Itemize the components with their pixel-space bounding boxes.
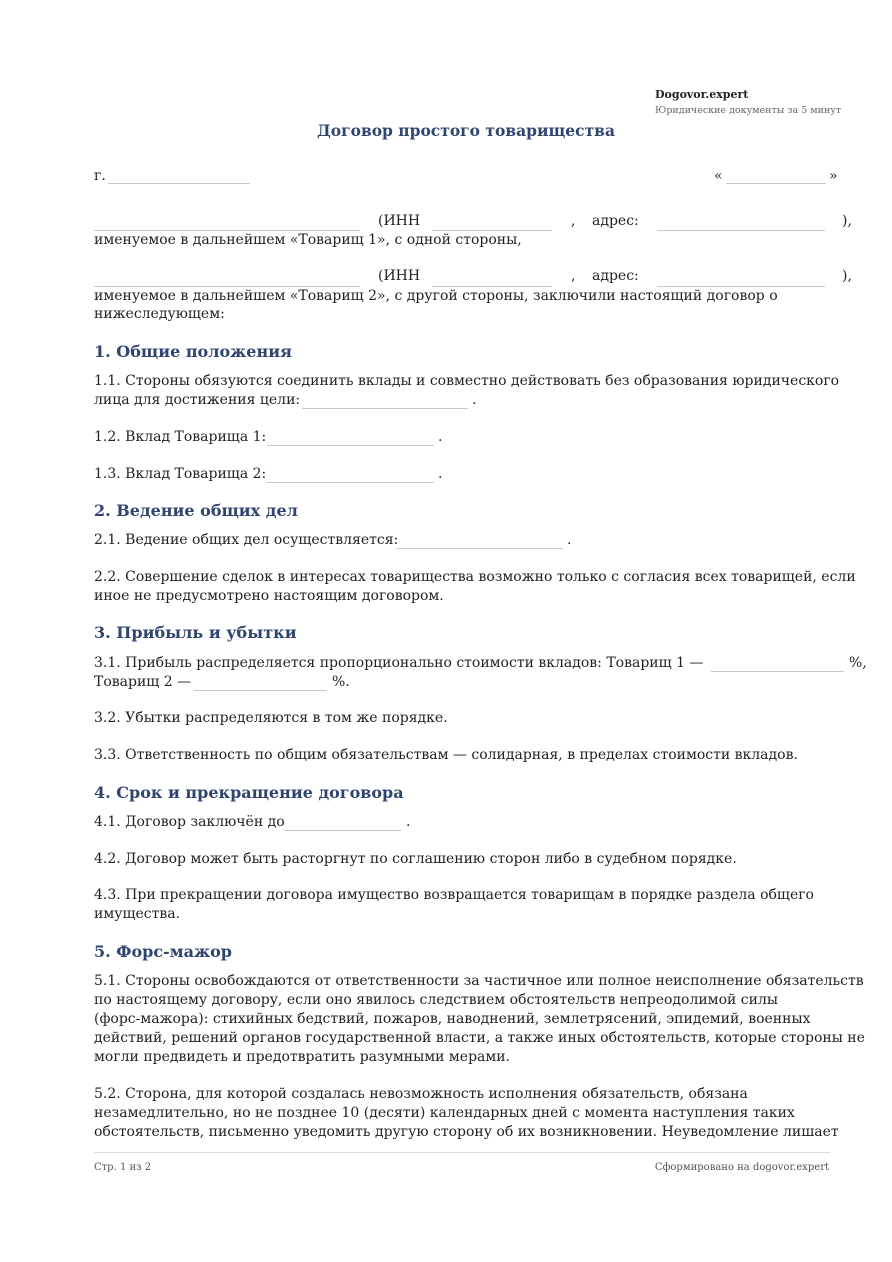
party2-address-label: адрес: (592, 268, 639, 284)
clause-4-1: 4.1. Договор заключён до (94, 814, 285, 830)
clause-5-2-line-1: 5.2. Сторона, для которой создалась невозможность исполнения обязательств, обязана (94, 1086, 748, 1102)
party1-address-label: адрес: (592, 213, 639, 229)
clause-4-1-dot: . (406, 814, 411, 830)
clause-5-1-line-5: могли предвидеть и предотвратить разумными мерами. (94, 1049, 511, 1065)
profit-share-2-field[interactable] (194, 689, 327, 691)
clause-3-3: 3.3. Ответственность по общим обязательствам — солидарная, в пределах стоимости вкладов. (94, 747, 798, 763)
brand-tagline: Юридические документы за 5 минут (655, 105, 842, 116)
clause-3-1-line-1: 3.1. Прибыль распределяется пропорционально стоимости вкладов: Товарищ 1 — (94, 655, 704, 671)
brand-name: Dogovor.expert (655, 88, 749, 101)
clause-4-3-line-1: 4.3. При прекращении договора имущество возвращается товарищам в порядке раздела общего (94, 887, 814, 903)
clause-3-2: 3.2. Убытки распределяются в том же порядке. (94, 710, 448, 726)
clause-3-1-pct-2: %. (332, 674, 350, 690)
section-5-title: 5. Форс-мажор (94, 942, 232, 961)
management-field[interactable] (396, 547, 563, 549)
contribution-2-field[interactable] (267, 481, 434, 483)
clause-3-1-line-2: Товарищ 2 — (94, 674, 192, 690)
party1-comma: , (571, 213, 576, 229)
city-field[interactable] (108, 182, 250, 184)
party1-address-field[interactable] (657, 229, 825, 231)
page-number: Стр. 1 из 2 (94, 1162, 152, 1173)
profit-share-1-field[interactable] (711, 670, 844, 672)
party1-inn-label: (ИНН (378, 213, 421, 229)
clause-5-1-line-4: действий, решений органов государственной власти, а также иных обстоятельств, которые стороны не (94, 1030, 865, 1046)
contribution-1-field[interactable] (267, 444, 434, 446)
section-3-title: 3. Прибыль и убытки (94, 623, 297, 642)
section-1-title: 1. Общие положения (94, 342, 292, 361)
clause-2-1-dot: . (567, 532, 572, 548)
document-title: Договор простого товарищества (316, 121, 615, 140)
party1-designation: именуемое в дальнейшем «Товарищ 1», с одной стороны, (94, 232, 522, 248)
party2-close: ), (842, 268, 852, 284)
date-open-quote: « (714, 168, 723, 184)
city-prefix: г. (94, 168, 106, 184)
date-field[interactable] (726, 182, 826, 184)
party1-close: ), (842, 213, 852, 229)
generated-note: Сформировано на dogovor.expert (654, 1162, 829, 1173)
clause-4-2: 4.2. Договор может быть расторгнут по соглашению сторон либо в судебном порядке. (94, 851, 737, 867)
clause-5-1-line-3: (форс-мажора): стихийных бедствий, пожаров, наводнений, землетрясений, эпидемий, военных (94, 1011, 811, 1027)
party2-inn-label: (ИНН (378, 268, 421, 284)
clause-1-1-line-1: 1.1. Стороны обязуются соединить вклады и совместно действовать без образования юридического (94, 373, 840, 389)
section-4-title: 4. Срок и прекращение договора (94, 783, 404, 802)
clause-1-1-line-2: лица для достижения цели: (94, 392, 301, 408)
party2-designation: именуемое в дальнейшем «Товарищ 2», с другой стороны, заключили настоящий договор о (94, 288, 778, 304)
clause-1-2: 1.2. Вклад Товарища 1: (94, 429, 267, 445)
party2-comma: , (571, 268, 576, 284)
clause-4-3-line-2: имущества. (94, 906, 181, 922)
clause-2-2-line-1: 2.2. Совершение сделок в интересах товарищества возможно только с согласия всех товарищей, если (94, 569, 856, 585)
clause-1-1-dot: . (472, 392, 477, 408)
date-close-quote: » (829, 168, 838, 184)
clause-2-2-line-2: иное не предусмотрено настоящим договором. (94, 588, 444, 604)
clause-1-3-dot: . (438, 466, 443, 482)
brand-block (655, 88, 841, 118)
clause-5-2-line-2: незамедлительно, но не позднее 10 (десяти) календарных дней с момента наступления таких (94, 1105, 795, 1121)
party2-designation-cont: нижеследующем: (94, 306, 225, 322)
clause-5-1-line-1: 5.1. Стороны освобождаются от ответственности за частичное или полное неисполнение обязательств (94, 973, 864, 989)
section-2-title: 2. Ведение общих дел (94, 501, 298, 520)
clause-3-1-pct: %, (849, 655, 867, 671)
term-end-date-field[interactable] (284, 829, 401, 831)
clause-2-1: 2.1. Ведение общих дел осуществляется: (94, 532, 399, 548)
clause-5-2-line-3: обстоятельств, письменно уведомить другую сторону об их возникновении. Неуведомление лишает (94, 1124, 839, 1140)
clause-1-3: 1.3. Вклад Товарища 2: (94, 466, 267, 482)
clause-5-1-line-2: по настоящему договору, если оно явилось следствием обстоятельств непреодолимой силы (94, 992, 778, 1008)
footer-divider (94, 1152, 830, 1153)
goal-field[interactable] (302, 407, 468, 409)
clause-1-2-dot: . (438, 429, 443, 445)
